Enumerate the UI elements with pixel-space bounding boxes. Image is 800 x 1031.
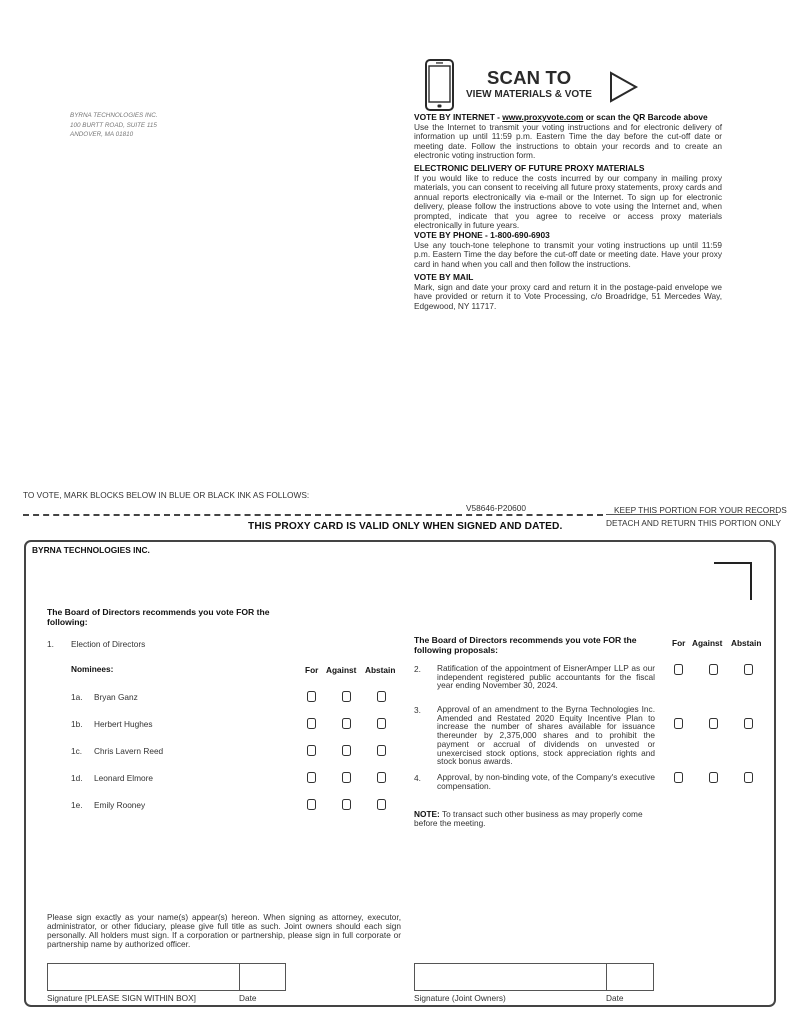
board-recommendation-left: The Board of Directors recommends you vote FOR the following:: [47, 607, 270, 627]
proposal-4-for-checkbox[interactable]: [674, 772, 683, 783]
nominee-name: Herbert Hughes: [94, 719, 153, 729]
mail-vote-section: [414, 273, 722, 311]
right-col-abstain: Abstain: [731, 638, 762, 648]
signing-instructions: Please sign exactly as your name(s) appear(s) hereon. When signing as attorney, executor, administrator, or other fiduciary, please give full title as such. Joint owners should each sign personally. All holders must sign. If a corporation or partnership, please sign in full corporate or partnership name by authorized officer.: [47, 912, 401, 950]
validity-notice: THIS PROXY CARD IS VALID ONLY WHEN SIGNED AND DATED.: [248, 521, 563, 532]
nominee-1c-against-checkbox[interactable]: [342, 745, 351, 756]
nominee-1d-abstain-checkbox[interactable]: [377, 772, 386, 783]
nominee-1b-abstain-checkbox[interactable]: [377, 718, 386, 729]
return-address-line3: ANDOVER, MA 01810: [70, 131, 134, 138]
proposal-3-abstain-checkbox[interactable]: [744, 718, 753, 729]
scan-subtitle: VIEW MATERIALS & VOTE: [466, 89, 592, 100]
return-address: [70, 111, 158, 140]
proposal-3-for-checkbox[interactable]: [674, 718, 683, 729]
nominee-1a-against-checkbox[interactable]: [342, 691, 351, 702]
company-name: BYRNA TECHNOLOGIES INC.: [32, 545, 150, 555]
phone-vote-section: [414, 231, 722, 269]
date-label-joint: Date: [606, 993, 624, 1003]
signature-box-owner[interactable]: [47, 963, 286, 991]
nominee-name: Leonard Elmore: [94, 773, 154, 783]
portion-divider: [606, 514, 778, 515]
return-address-line2: 100 BURTT ROAD, SUITE 115: [70, 121, 157, 129]
proposal-number: 2.: [414, 664, 421, 674]
mail-vote-heading: VOTE BY MAIL: [414, 272, 474, 282]
perforation-line: [23, 514, 603, 516]
board-recommendation-right: The Board of Directors recommends you vote FOR the following proposals:: [414, 635, 637, 655]
date-label-owner: Date: [239, 993, 257, 1003]
internet-vote-section: [414, 113, 722, 161]
detach-portion-label: DETACH AND RETURN THIS PORTION ONLY: [606, 518, 782, 528]
proposal-number: 3.: [414, 705, 421, 715]
return-address-line1: BYRNA TECHNOLOGIES INC.: [70, 112, 158, 119]
proposal-text: Approval of an amendment to the Byrna Technologies Inc. Amended and Restated 2020 Equity Incentive Plan to increase the number of shares available for issuance thereunder by 2,375,000 shares and to prohibit the payment or accrual of dividends on unvested or unexercised stock options, stock appreciation rights and stock bonus awards.: [437, 704, 655, 767]
nominee-1c-abstain-checkbox[interactable]: [377, 745, 386, 756]
nominee-number: 1d.: [71, 773, 83, 783]
nominee-1e-against-checkbox[interactable]: [342, 799, 351, 810]
smartphone-icon: [425, 59, 454, 111]
proxyvote-link[interactable]: www.proxyvote.com: [502, 112, 584, 122]
electronic-delivery-body: If you would like to reduce the costs incurred by our company in mailing proxy materials, you can consent to receiving all future proxy statements, proxy cards and annual reports electronically via e-mail or the Internet. To sign up for electronic delivery, please follow the instructions above to vote using the Internet and, when prompted, indicate that you agree to receive or access proxy materials electronically in future years.: [414, 172, 722, 230]
electronic-delivery-heading: ELECTRONIC DELIVERY OF FUTURE PROXY MATERIALS: [414, 163, 645, 173]
nominee-1e-abstain-checkbox[interactable]: [377, 799, 386, 810]
phone-vote-body: Use any touch-tone telephone to transmit your voting instructions up until 11:59 p.m. Eastern Time the day before the cut-off date or meeting date. Have your proxy card in hand when you call and then follow the instructions.: [414, 239, 722, 269]
nominee-number: 1c.: [71, 746, 83, 756]
note-text: To transact such other business as may properly come before the meeting.: [414, 809, 643, 829]
proposal-4-abstain-checkbox[interactable]: [744, 772, 753, 783]
nominee-1a-abstain-checkbox[interactable]: [377, 691, 386, 702]
item1-label: Election of Directors: [71, 639, 146, 649]
left-col-against: Against: [326, 665, 357, 675]
internet-vote-body: Use the Internet to transmit your voting instructions and for electronic delivery of information up until 11:59 p.m. Eastern Time the day before the cut-off date or meeting date. Follow the instructions to obtain your records and to create an electronic voting instruction form.: [414, 121, 722, 160]
nominee-1e-for-checkbox[interactable]: [307, 799, 316, 810]
nominee-1b-for-checkbox[interactable]: [307, 718, 316, 729]
nominee-1d-against-checkbox[interactable]: [342, 772, 351, 783]
proposal-3-against-checkbox[interactable]: [709, 718, 718, 729]
card-code: V58646-P20600: [466, 503, 526, 513]
nominees-label: Nominees:: [71, 664, 114, 674]
right-col-against: Against: [692, 638, 723, 648]
proposal-text: Ratification of the appointment of EisnerAmper LLP as our independent registered public accountants for the fiscal year ending November 30, 2024.: [437, 663, 655, 691]
nominee-1c-for-checkbox[interactable]: [307, 745, 316, 756]
left-col-abstain: Abstain: [365, 665, 396, 675]
phone-vote-heading: VOTE BY PHONE - 1-800-690-6903: [414, 230, 550, 240]
right-col-for: For: [672, 638, 686, 648]
keep-portion-label: KEEP THIS PORTION FOR YOUR RECORDS: [614, 505, 787, 515]
nominee-number: 1b.: [71, 719, 83, 729]
nominee-1a-for-checkbox[interactable]: [307, 691, 316, 702]
mark-instructions: TO VOTE, MARK BLOCKS BELOW IN BLUE OR BLACK INK AS FOLLOWS:: [23, 490, 310, 500]
signature-box-joint[interactable]: [414, 963, 654, 991]
nominee-name: Bryan Ganz: [94, 692, 138, 702]
nominee-name: Emily Rooney: [94, 800, 146, 810]
note-label: NOTE:: [414, 809, 440, 819]
proposal-2-abstain-checkbox[interactable]: [744, 664, 753, 675]
electronic-delivery-section: [414, 164, 722, 231]
left-col-for: For: [305, 665, 319, 675]
nominee-1b-against-checkbox[interactable]: [342, 718, 351, 729]
item1-number: 1.: [47, 639, 54, 649]
date-divider: [606, 963, 607, 991]
proposal-number: 4.: [414, 773, 421, 783]
proposal-2-against-checkbox[interactable]: [709, 664, 718, 675]
corner-mark: [714, 562, 752, 600]
mail-vote-body: Mark, sign and date your proxy card and return it in the postage-paid envelope we have provided or return it to Vote Processing, c/o Broadridge, 51 Mercedes Way, Edgewood, NY 11717.: [414, 281, 722, 311]
internet-heading-prefix: VOTE BY INTERNET -: [414, 112, 503, 122]
proposal-text: Approval, by non-binding vote, of the Company's executive compensation.: [437, 772, 655, 791]
proposal-4-against-checkbox[interactable]: [709, 772, 718, 783]
signature-label-owner: Signature [PLEASE SIGN WITHIN BOX]: [47, 993, 196, 1003]
nominee-number: 1e.: [71, 800, 83, 810]
proposal-2-for-checkbox[interactable]: [674, 664, 683, 675]
play-arrow-icon: [609, 70, 639, 104]
date-divider: [239, 963, 240, 991]
nominee-1d-for-checkbox[interactable]: [307, 772, 316, 783]
scan-title: SCAN TO: [487, 67, 572, 88]
nominee-number: 1a.: [71, 692, 83, 702]
other-business-note: [414, 810, 656, 829]
nominee-name: Chris Lavern Reed: [94, 746, 164, 756]
internet-heading-suffix: or scan the QR Barcode above: [583, 112, 708, 122]
signature-label-joint: Signature (Joint Owners): [414, 993, 506, 1003]
